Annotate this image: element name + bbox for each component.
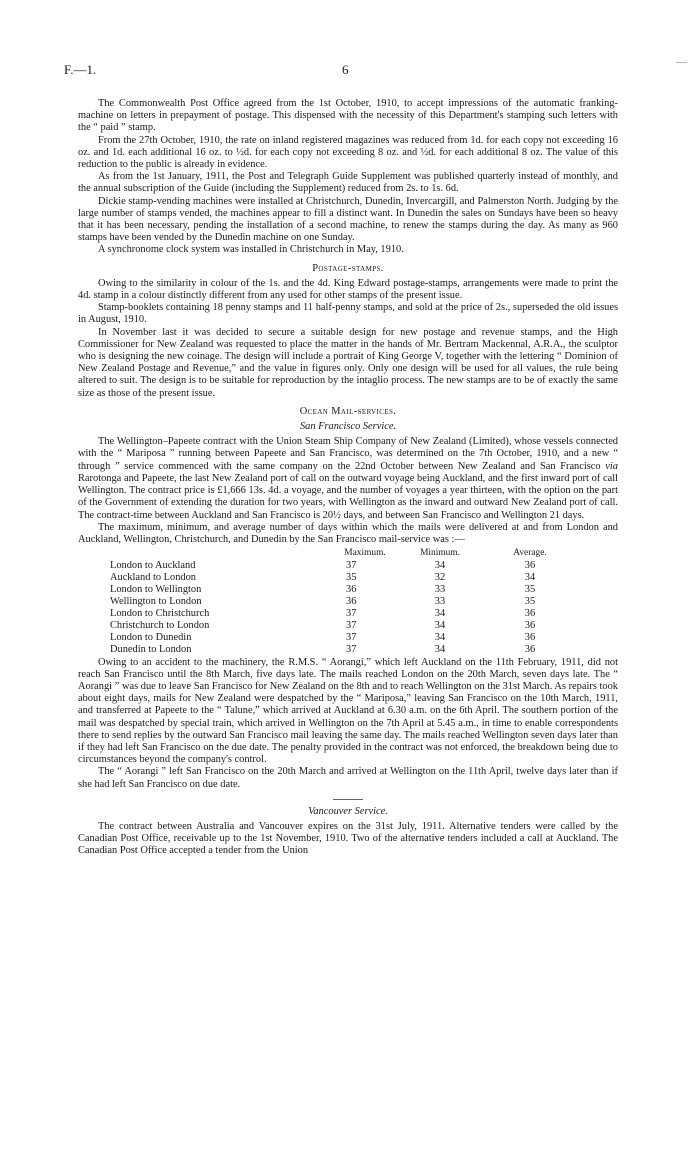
paragraph-design: In November last it was decided to secure a suitable design for new postage and revenue stamps, and the High Commissioner for New Zealand was requested to place the matter in the hands of Mr. Bertram Mackennal, A.R.A., the sculptor who is designing the new coinage. The design will include a portrait of King George V, together with the lettering “ Dominion of New Zealand Postage and Revenue,” and the value in figures only. Only one design will be used for all values, the rule being altered to suit. The design is to be suitable for reproduction by the intaglio process. The new stamps are to be of exactly the same size as those of the present issue. <box>78 326 618 399</box>
table-header-row <box>110 547 578 560</box>
table-row <box>110 572 578 584</box>
paragraph-magazines: From the 27th October, 1910, the rate on inland registered magazines was reduced from 1d. for each copy not exceeding 16 oz. and 1d. each additional 16 oz. to ½d. for each copy not exceeding 8 oz. and ½d. for each additional 8 oz. The value of this reduction to the public is already in evidence. <box>78 134 618 171</box>
maximum-days-text: 37 <box>346 631 357 643</box>
heading-ocean-mail: Ocean Mail-services. <box>299 405 397 417</box>
paragraph-contract <box>78 436 618 521</box>
maximum-days <box>332 608 398 620</box>
table-row <box>110 560 578 572</box>
contract-text-b: Rarotonga and Papeete, the last New Zealand port of call on the outward voyage being Auckland, and the first inward port of call Wellington. The contract price is £1,666 13s. 4d. a voyage, and the number of voyages a year thirteen, with the option on the part of the Government of extending the duration for two years, with Wellington as the inward and outward New Zealand port of call. The contract-time between Auckland and San Francisco is 20½ days, and between San Francisco and Wellington 21 days. <box>78 472 618 521</box>
route-name <box>110 644 332 656</box>
minimum-days: 34 <box>434 631 446 643</box>
minimum-days: 33 <box>434 584 446 596</box>
maximum-days <box>332 596 398 608</box>
maximum-days-text: 36 <box>346 596 357 608</box>
header-average: Average. <box>513 548 547 559</box>
route-name-text: Christchurch to London <box>110 619 210 631</box>
minimum-days: 34 <box>434 643 446 655</box>
maximum-days <box>332 584 398 596</box>
maximum-days-text: 37 <box>346 643 357 655</box>
maximum-days-text: 37 <box>346 619 357 631</box>
header-minimum: Minimum. <box>420 548 460 559</box>
average-days: 35 <box>524 584 536 596</box>
subheading-san-francisco: San Francisco Service. <box>299 421 397 433</box>
route-name <box>110 620 332 632</box>
paragraph-vending: Dickie stamp-vending machines were installed at Christchurch, Dunedin, Invercargill, and Palmerston North. Judging by the large number of stamps vended, the machines appear to fill a distinct want. In Dunedin the sales on Sundays have been so heavy that it has been necessary, pending the installation of a second machine, to renew the stamps during the day. As many as 960 stamps have been vended by the Dunedin machine on one Sunday. <box>78 195 618 244</box>
document-body <box>78 98 618 858</box>
route-name <box>110 560 332 572</box>
maximum-days-text: 36 <box>346 584 357 596</box>
mail-days-table <box>110 547 578 655</box>
average-days: 36 <box>524 560 536 572</box>
maximum-days-text: 37 <box>346 560 357 572</box>
minimum-days: 34 <box>434 619 446 631</box>
paragraph-aorangi-arrival: The “ Aorangi ” left San Francisco on the 20th March and arrived at Wellington on the 11th April, twelve days later than if she had left San Francisco on due date. <box>78 766 618 790</box>
maximum-days <box>332 560 398 572</box>
via-word: via <box>605 460 618 472</box>
paragraph-guide: As from the 1st January, 1911, the Post and Telegraph Guide Supplement was published quarterly instead of monthly, and the annual subscription of the Guide (including the Supplement) reduced from 2s. to 1s. 6d. <box>78 171 618 195</box>
route-name <box>110 596 332 608</box>
minimum-days: 34 <box>434 607 446 619</box>
route-name-text: Dunedin to London <box>110 643 192 655</box>
paragraph-days-intro: The maximum, minimum, and average number of days within which the mails were delivered at and from London and Auckland, Wellington, Christchurch, and Dunedin by the San Francisco mail-service was :— <box>78 521 618 545</box>
table-row <box>110 608 578 620</box>
paragraph-aorangi-accident: Owing to an accident to the machinery, the R.M.S. “ Aorangi,” which left Auckland on the 11th February, 1911, did not reach San Francisco until the 8th March, five days late. The mails reached London on the 20th March, seven days late. The “ Aorangi ” was due to leave San Francisco for New Zealand on the 8th and to reach Wellington on the 31st March. As repairs took about eight days, mails for New Zealand were despatched by the “ Mariposa,” leaving San Francisco on the 10th March, 1911, and transferred at Papeete to the “ Talune,” which arrived at Auckland at 6.30 a.m. on the 6th April. The southern portion of the mail was despatched by special train, which arrived in Wellington on the 7th April at 5.45 a.m., in time to enable correspondents there to send replies by the outward San Francisco mail leaving the same day. The mails reached Wellington seven days later than if they had left San Francisco on the due date. The penalty provided in the contract was not enforced, the breakdown being due to circumstances beyond the company's control. <box>78 656 618 766</box>
average-days: 36 <box>524 619 536 631</box>
header-maximum: Maximum. <box>344 548 386 559</box>
report-reference: F.—1. <box>64 62 97 77</box>
average-days: 35 <box>524 596 536 608</box>
table-body <box>110 560 578 655</box>
table-row <box>110 620 578 632</box>
table-row <box>110 644 578 656</box>
average-days: 36 <box>524 607 536 619</box>
paragraph-franking: The Commonwealth Post Office agreed from the 1st October, 1910, to accept impressions of the automatic franking-machine on letters in prepayment of postage. This dispensed with the necessity of this Department's stamping such letters with the “ paid ” stamp. <box>78 98 618 134</box>
maximum-days <box>332 572 398 584</box>
route-name <box>110 632 332 644</box>
average-days: 36 <box>524 643 536 655</box>
minimum-days: 34 <box>434 560 446 572</box>
maximum-days-text: 35 <box>346 572 357 584</box>
average-days: 36 <box>524 631 536 643</box>
header-route <box>110 547 332 560</box>
contract-text-a: The Wellington–Papeete contract with the Union Steam Ship Company of New Zealand (Limited), whose vessels connected with the “ Mariposa ” running between Papeete and San Francisco, was determined on the 7th October, 1910, and a new “ through ” service commenced with the same company on the 22nd October between New Zealand and San Francisco <box>78 436 618 472</box>
route-name-text: London to Wellington <box>110 584 202 596</box>
page-number: 6 <box>342 62 349 77</box>
paragraph-colour: Owing to the similarity in colour of the 1s. and the 4d. King Edward postage-stamps, arrangements were made to print the 4d. stamp in a colour distinctly different from any used for other stamps of the present issue. <box>78 277 618 302</box>
table-row <box>110 632 578 644</box>
minimum-days: 33 <box>434 596 446 608</box>
route-name <box>110 584 332 596</box>
table-row <box>110 596 578 608</box>
route-name <box>110 608 332 620</box>
maximum-days <box>332 620 398 632</box>
section-divider <box>333 799 363 800</box>
route-name-text: Auckland to London <box>110 572 196 584</box>
maximum-days <box>332 644 398 656</box>
route-name-text: London to Auckland <box>110 560 196 572</box>
maximum-days <box>332 632 398 644</box>
subheading-vancouver: Vancouver Service. <box>308 805 388 817</box>
table-row <box>110 584 578 596</box>
paragraph-clock: A synchronome clock system was installed in Christchurch in May, 1910. <box>98 244 404 256</box>
route-name-text: London to Dunedin <box>110 631 192 643</box>
route-name <box>110 572 332 584</box>
paragraph-vancouver: The contract between Australia and Vancouver expires on the 31st July, 1911. Alternative tenders were called by the Canadian Post Office, receivable up to the 1st November, 1910. Two of the alternative tenders included a call at Auckland. The Canadian Post Office accepted a tender from the Union <box>78 821 618 857</box>
route-name-text: Wellington to London <box>110 596 202 608</box>
route-name-text: London to Christchurch <box>110 607 210 619</box>
corner-mark: — <box>676 56 687 68</box>
maximum-days-text: 37 <box>346 607 357 619</box>
minimum-days: 32 <box>434 572 446 584</box>
heading-postage-stamps: Postage-stamps. <box>312 262 384 274</box>
paragraph-booklets: Stamp-booklets containing 18 penny stamps and 11 half-penny stamps, and sold at the price of 2s., superseded the old issues in August, 1910. <box>78 302 618 326</box>
average-days: 34 <box>524 572 536 584</box>
